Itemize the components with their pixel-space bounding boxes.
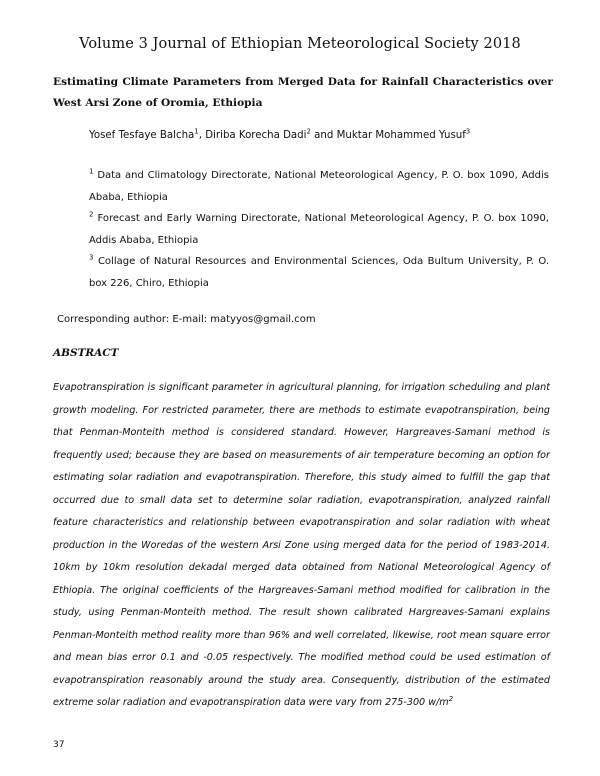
affiliation-text: Collage of Natural Resources and Environmental Sciences, Oda Bultum University, P. O. box 226, Chiro, Ethiopia (89, 256, 550, 289)
affiliation-number: 2 (89, 210, 94, 219)
affiliation-text: Forecast and Early Warning Directorate, National Meteorological Agency, P. O. box 1090, Addis Ababa, Ethiopia (89, 213, 549, 246)
abstract-text: Evapotranspiration is significant parameter in agricultural planning, for irrigation scheduling and plant growth modeling. For restricted parameter, there are methods to estimate evapotranspiration, being that Penman-Monteith method is considered standard. However, Hargreaves-Samani method is frequently used; because they are based on measurements of air temperature becoming an option for estimating solar radiation and evapotranspiration. Therefore, this study aimed to fulfill the gap that occurred due to small data set to determine solar radiation, evapotranspiration, analyzed rainfall feature characteristics and relationship between evapotranspiration and solar radiation with wheat production in the Woredas of the western Arsi Zone using merged data for the period of 1983-2014. 10km by 10km resolution dekadal merged data obtained from National Meteorological Agency of Ethiopia. The original coefficients of the Hargreaves-Samani method modified for calibration in the study, using Penman-Monteith method. The result shown calibrated Hargreaves-Samani explains Penman-Monteith method reality more than 96% and well correlated, likewise, root mean square error and mean bias error 0.1 and -0.05 respectively. The modified method could be used estimation of evapotranspiration reasonably around the study area. Consequently, distribution of the estimated extreme solar radiation and evapotranspiration data were vary from 275-300 w/m (53, 382, 550, 708)
author-name: Diriba Korecha Dadi (205, 130, 307, 141)
author-name: Yosef Tesfaye Balcha (89, 130, 195, 141)
corresponding-author: Corresponding author: E-mail: matyyos@gmail.com (57, 314, 316, 325)
abstract-body (53, 377, 550, 715)
affiliation-2 (89, 208, 549, 251)
paper-title: Estimating Climate Parameters from Merged Data for Rainfall Characteristics over West Arsi Zone of Oromia, Ethiopia (53, 76, 553, 109)
author-affil-mark: 1 (194, 127, 199, 136)
affiliation-number: 1 (89, 167, 94, 176)
abstract-heading: ABSTRACT (53, 347, 119, 359)
unit-superscript: 2 (448, 694, 454, 703)
journal-header: Volume 3 Journal of Ethiopian Meteorological Society 2018 (79, 36, 521, 52)
author-name: Muktar Mohammed Yusuf (336, 130, 466, 141)
affiliation-number: 3 (89, 253, 94, 262)
author-separator: , (198, 130, 206, 141)
author-affil-mark: 3 (465, 127, 471, 136)
affiliation-3 (89, 251, 549, 294)
author-affil-mark: 2 (306, 127, 311, 136)
affiliation-text: Data and Climatology Directorate, National Meteorological Agency, P. O. box 1090, Addis Ababa, Ethiopia (89, 170, 549, 203)
author-list (89, 128, 470, 144)
page-number: 37 (53, 740, 65, 750)
author-separator: and (310, 130, 337, 141)
affiliation-1 (89, 165, 549, 208)
